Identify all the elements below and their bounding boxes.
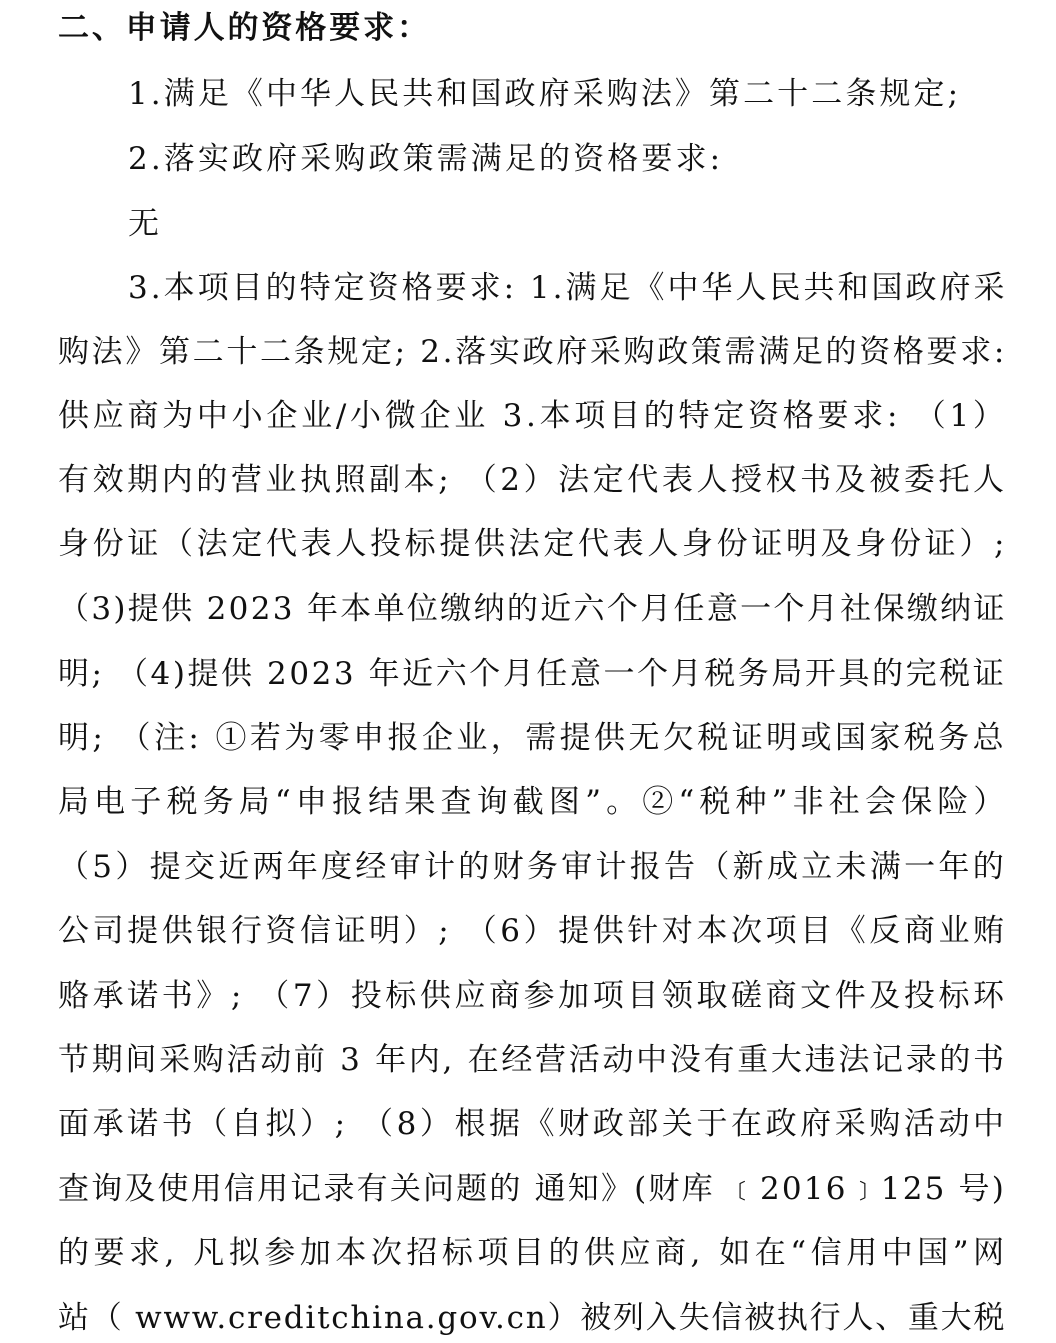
requirement-3-line-2: 购法》第二十二条规定; 2.落实政府采购政策需满足的资格要求: [58, 334, 1007, 370]
requirement-2: 2.落实政府采购政策需满足的资格要求: [128, 141, 724, 177]
requirement-3-line-6: （3)提供 2023 年本单位缴纳的近六个月任意一个月社保缴纳证 [58, 591, 1007, 627]
section-heading: 二、申请人的资格要求： [58, 10, 431, 46]
requirement-3-line-12: 赂承诺书》; （7）投标供应商参加项目领取磋商文件及投标环 [58, 978, 1008, 1014]
requirement-1: 1.满足《中华人民共和国政府采购法》第二十二条规定; [128, 76, 962, 112]
requirement-3-line-8: 明; （注: ①若为零申报企业，需提供无欠税证明或国家税务总 [58, 720, 1008, 756]
requirement-3-line-13: 节期间采购活动前 3 年内, 在经营活动中没有重大违法记录的书 [58, 1042, 1007, 1078]
requirement-3-line-5: 身份证（法定代表人投标提供法定代表人身份证明及身份证）; [58, 526, 1009, 562]
requirement-3-line-11: 公司提供银行资信证明）; （6）提供针对本次项目《反商业贿 [58, 913, 1008, 949]
requirement-3-line-14: 面承诺书（自拟）; （8）根据《财政部关于在政府采购活动中 [58, 1106, 1008, 1142]
requirement-3-line-9: 局电子税务局“申报结果查询截图”。②“税种”非社会保险） [58, 784, 1010, 820]
requirement-3-line-3: 供应商为中小企业/小微企业 3.本项目的特定资格要求: （1） [58, 398, 1008, 434]
requirement-3-line-15: 查询及使用信用记录有关问题的 通知》(财库 ﹝2016﹞125 号) [58, 1171, 1006, 1207]
requirement-3-line-7: 明; （4)提供 2023 年近六个月任意一个月税务局开具的完税证 [58, 656, 1007, 692]
requirement-3-line-1: 3.本项目的特定资格要求: 1.满足《中华人民共和国政府采 [128, 270, 1008, 306]
requirement-3-line-10: （5）提交近两年度经审计的财务审计报告（新成立未满一年的 [58, 849, 1008, 885]
requirement-2-answer: 无 [128, 206, 159, 242]
requirement-3-line-4: 有效期内的营业执照副本; （2）法定代表人授权书及被委托人 [58, 462, 1008, 498]
requirement-3-line-16: 的要求, 凡拟参加本次招标项目的供应商, 如在“信用中国”网 [58, 1235, 1009, 1271]
requirement-3-line-17: 站（ www.creditchina.gov.cn）被列入失信被执行人、重大税 [58, 1300, 1007, 1336]
